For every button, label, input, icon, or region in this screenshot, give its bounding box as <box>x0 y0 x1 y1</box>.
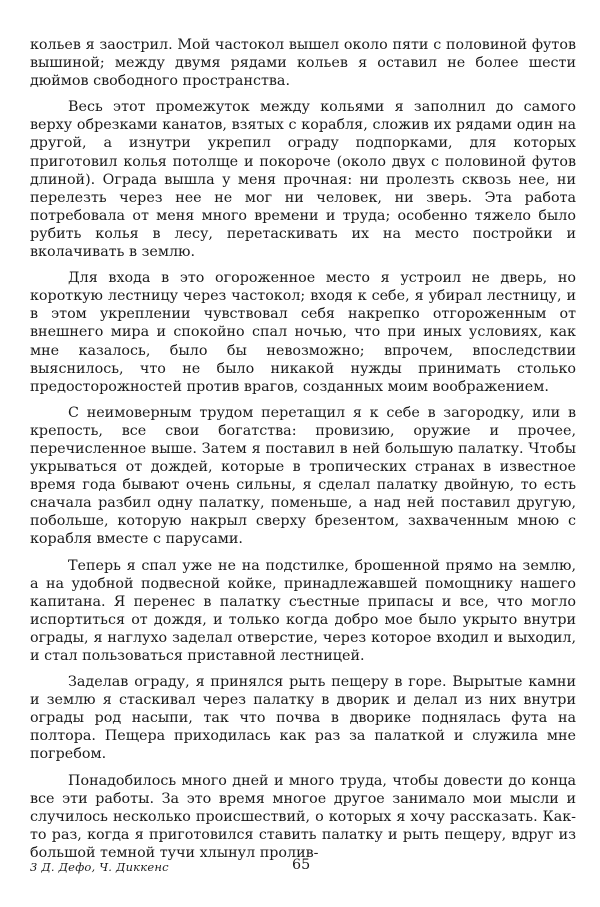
paragraph: Для входа в это огороженное место я устроил не дверь, но короткую лестницу через частокол; входя к себе, я убирал лестницу, и в этом укреплении чувствовал себя накрепко отгороженным от внешнего мира и спокойно спал ночью, что при иных условиях, как мне казалось, было бы невозможно; впрочем, впоследствии выяснилось, что не было никакой нужды принимать столько предосторожностей против врагов, созданных моим воображением. <box>30 270 576 395</box>
text-column <box>30 36 576 870</box>
page-footer <box>30 857 576 881</box>
paragraph: С неимоверным трудом перетащил я к себе в загородку, или в крепость, все свои богатства: провизию, оружие и прочее, перечисленное выше. Затем я поставил в ней большую палатку. Чтобы укрываться от дождей, которые в тропических странах в известное время года бывают очень сильны, я сделал палатку двойную, то есть сначала разбил одну палатку, поменьше, а над ней поставил другую, побольше, которую накрыл сверху брезентом, захваченным мною с корабля вместе с парусами. <box>30 404 576 548</box>
paragraph: Весь этот промежуток между кольями я заполнил до самого верху обрезками канатов, взятых с корабля, сложив их рядами один на другой, а изнутри укрепил ограду подпорками, для которых приготовил колья потолще и покороче (около двух с половиной футов длиной). Ограда вышла у меня прочная: ни пролезть сквозь нее, ни перелезть через нее не мог ни человек, ни зверь. Эта работа потребовала от меня много времени и труда; особенно тяжело было рубить колья в лесу, перетаскивать их на место постройки и вколачивать в землю. <box>30 99 576 261</box>
paragraph: Понадобилось много дней и много труда, чтобы довести до конца все эти работы. За это время многое другое занимало мои мысли и случилось несколько происшествий, о которых я хочу рассказать. Как-то раз, когда я приготовился ставить палатку и рыть пещеру, вдруг из большой темной тучи хлынул пролив- <box>30 772 576 861</box>
printer-signature-mark: 3 Д. Дефо, Ч. Диккенс <box>30 860 169 874</box>
paragraph: Теперь я спал уже не на подстилке, брошенной прямо на землю, а на удобной подвесной койке, принадлежавшей помощнику нашего капитана. Я перенес в палатку съестные припасы и все, что могло испортиться от дождя, и только когда добро мое было укрыто внутри ограды, я наглухо заделал отверстие, через которое входил и выходил, и стал пользоваться приставной лестницей. <box>30 557 576 664</box>
page-number: 65 <box>292 857 311 873</box>
paragraph-continuation: кольев я заострил. Мой частокол вышел около пяти с половиной футов вышиной; между двумя рядами кольев я оставил не более шести дюймов свободного пространства. <box>30 37 576 90</box>
paragraph: Заделав ограду, я принялся рыть пещеру в горе. Вырытые камни и землю я стаскивал через палатку в дворик и делал из них внутри ограды род насыпи, так что почва в дворике поднялась фута на полтора. Пещера приходилась как раз за палаткой и служила мне погребом. <box>30 674 576 763</box>
